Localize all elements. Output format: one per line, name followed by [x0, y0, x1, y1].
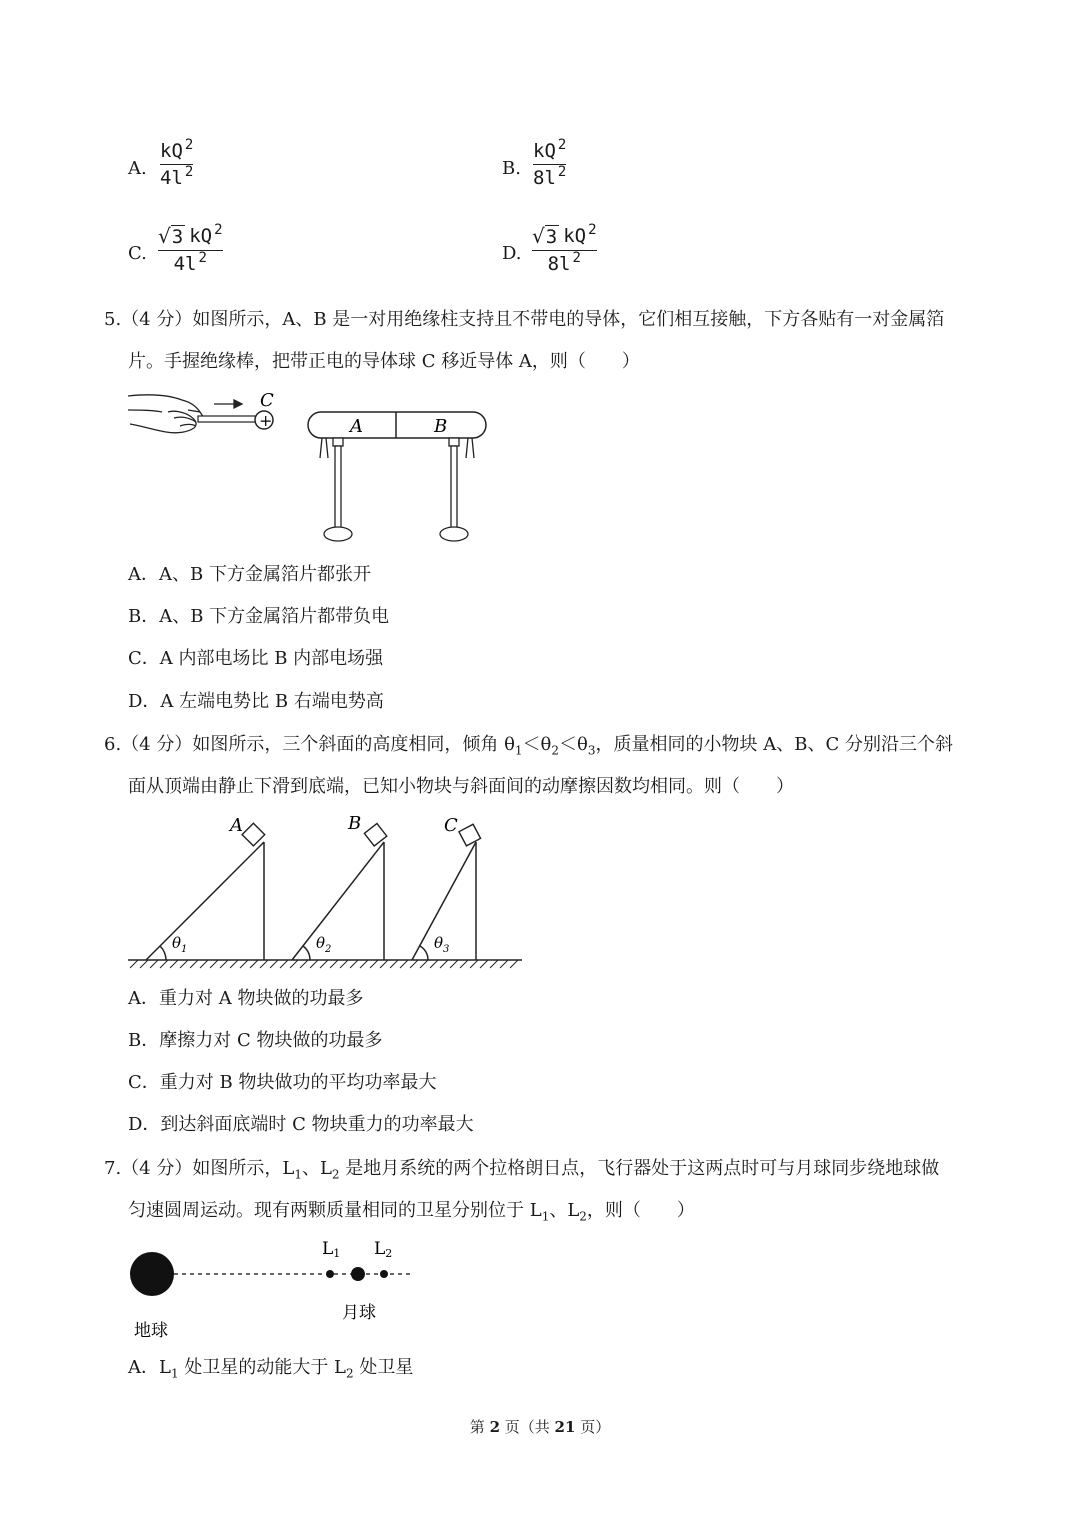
block-c-label: C	[444, 815, 458, 836]
incline-c	[412, 842, 476, 960]
q6-option-d: D．到达斜面底端时 C 物块重力的功率最大	[128, 1114, 474, 1135]
q5-stem-line2: 片。手握绝缘棒，把带正电的导体球 C 移近导体 A，则（ ）	[128, 351, 640, 372]
block-c	[459, 824, 481, 846]
earth-label: 地球	[134, 1321, 168, 1341]
q7-stem-line2: 匀速圆周运动。现有两颗质量相同的卫星分别位于 $L_1$、$L_2$，则（ ）	[128, 1200, 695, 1224]
q4-option-c-label: C.	[128, 243, 147, 264]
page-footer: 第 2 页（共 21 页）	[469, 1418, 611, 1436]
q4-option-d-label: D.	[502, 243, 522, 264]
q7-stem-line1: 7.（4 分）如图所示，$L_1$、$L_2$ 是地月系统的两个拉格朗日点，飞行器处于这两点时可与月球同步绕地球做	[104, 1158, 940, 1182]
insulating-rod	[198, 416, 256, 422]
incline-a	[146, 842, 264, 960]
block-a	[242, 823, 265, 846]
ground-hatching	[130, 960, 518, 968]
q5-figure	[126, 388, 496, 548]
block-b-label: B	[348, 813, 362, 834]
q6-option-c: C．重力对 B 物块做功的平均功率最大	[128, 1072, 437, 1093]
l1-label: L1	[322, 1239, 341, 1260]
q5-option-b: B．A、B 下方金属箔片都带负电	[128, 606, 390, 627]
q6-option-b: B．摩擦力对 C 物块做的功最多	[128, 1030, 383, 1051]
q4-option-d-formula: √ 3 kQ $^2$ 8l $^2$	[532, 222, 597, 275]
angle-theta3-label: $\theta_3$	[434, 934, 450, 955]
l2-label: L2	[374, 1239, 393, 1260]
q5-option-c: C．A 内部电场比 B 内部电场强	[128, 648, 384, 669]
q4-option-c-formula: √ 3 kQ $^2$ 4l $^2$	[158, 222, 223, 275]
moon-label: 月球	[342, 1303, 376, 1323]
q4-option-a-formula: kQ $^2$ 4l $^2$	[160, 137, 194, 189]
conductor-a-label: A	[350, 416, 363, 437]
incline-b	[292, 842, 384, 960]
q6-stem-line1: 6.（4 分）如图所示，三个斜面的高度相同，倾角 $\theta_1<\theta_2<\theta_3$，质量相同的小物块 A、B、C 分别沿三个斜	[104, 734, 953, 758]
q6-figure	[126, 812, 526, 972]
q7-figure	[126, 1234, 426, 1344]
ball-plus-sign: +	[259, 411, 273, 430]
moon-icon	[351, 1267, 365, 1281]
q7-option-a: A．$L_1$ 处卫星的动能大于 $L_2$ 处卫星	[128, 1357, 414, 1381]
angle-theta2-label: $\theta_2$	[316, 934, 332, 955]
ball-label: C	[260, 390, 274, 411]
q4-option-a-label: A.	[128, 158, 147, 179]
q5-option-a: A．A、B 下方金属箔片都张开	[128, 564, 371, 585]
block-a-label: A	[230, 815, 243, 836]
conductor-body	[308, 412, 486, 438]
q5-stem-line1: 5.（4 分）如图所示，A、B 是一对用绝缘柱支持且不带电的导体，它们相互接触，下方各贴有一对金属箔	[104, 309, 945, 330]
angle-theta1-label: $\theta_1$	[172, 934, 188, 955]
arrow-right-icon	[214, 400, 242, 408]
insulating-posts	[324, 438, 468, 541]
q4-option-b-label: B.	[502, 158, 521, 179]
l1-point	[326, 1270, 334, 1278]
hand-icon	[128, 395, 204, 433]
q6-option-a: A．重力对 A 物块做的功最多	[128, 988, 364, 1009]
conductor-b-label: B	[434, 416, 448, 437]
q5-option-d: D．A 左端电势比 B 右端电势高	[128, 691, 384, 712]
earth-icon	[130, 1252, 174, 1296]
q6-stem-line2: 面从顶端由静止下滑到底端，已知小物块与斜面间的动摩擦因数均相同。则（ ）	[128, 776, 794, 797]
l2-point	[380, 1270, 388, 1278]
q4-option-b-formula: kQ $^2$ 8l $^2$	[533, 137, 567, 189]
